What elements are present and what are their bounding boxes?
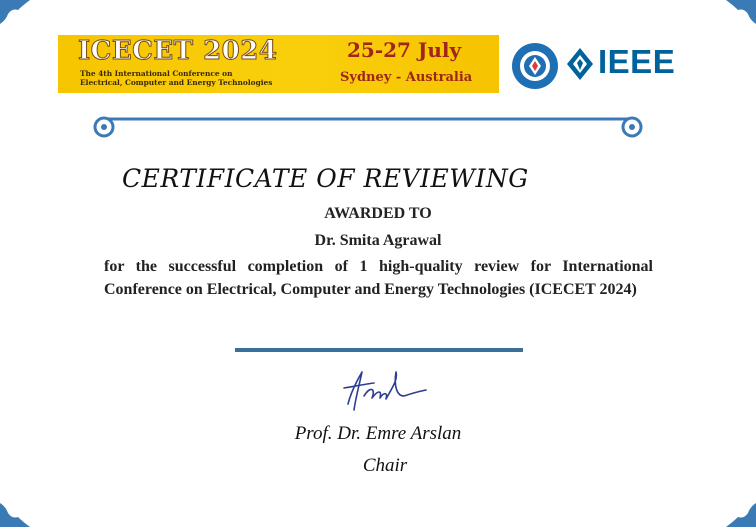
certificate-title: CERTIFICATE OF REVIEWING — [122, 164, 529, 193]
conference-title: ICECET 2024 — [78, 36, 278, 66]
corner-ornament-top-left — [0, 0, 34, 34]
conference-subtitle-line-1: The 4th International Conference on — [80, 69, 233, 78]
signature-divider — [235, 348, 523, 352]
conference-dates: 25-27 July — [347, 38, 462, 62]
award-reason: for the successful completion of 1 high-quality review for International Conference on Electrical, Computer and Energy Technologies (ICECET 2024) — [104, 258, 653, 298]
decorative-scroll-divider — [90, 113, 646, 143]
corner-ornament-top-right — [722, 0, 756, 34]
conference-subtitle-line-2: Electrical, Computer and Energy Technologies — [80, 78, 273, 87]
signatory-role: Chair — [362, 455, 408, 476]
university-seal-logo — [511, 42, 559, 90]
corner-ornament-bottom-right — [722, 493, 756, 527]
conference-banner — [58, 35, 499, 93]
awarded-to-label: AWARDED TO — [324, 205, 432, 222]
chair-signature — [326, 366, 436, 416]
conference-location: Sydney - Australia — [340, 70, 473, 85]
ieee-diamond-icon — [566, 47, 594, 81]
corner-ornament-bottom-left — [0, 493, 34, 527]
ieee-logo-text: IEEE — [598, 43, 676, 80]
signatory-name: Prof. Dr. Emre Arslan — [294, 423, 462, 444]
conference-subtitle — [80, 69, 272, 87]
recipient-name: Dr. Smita Agrawal — [314, 232, 442, 249]
